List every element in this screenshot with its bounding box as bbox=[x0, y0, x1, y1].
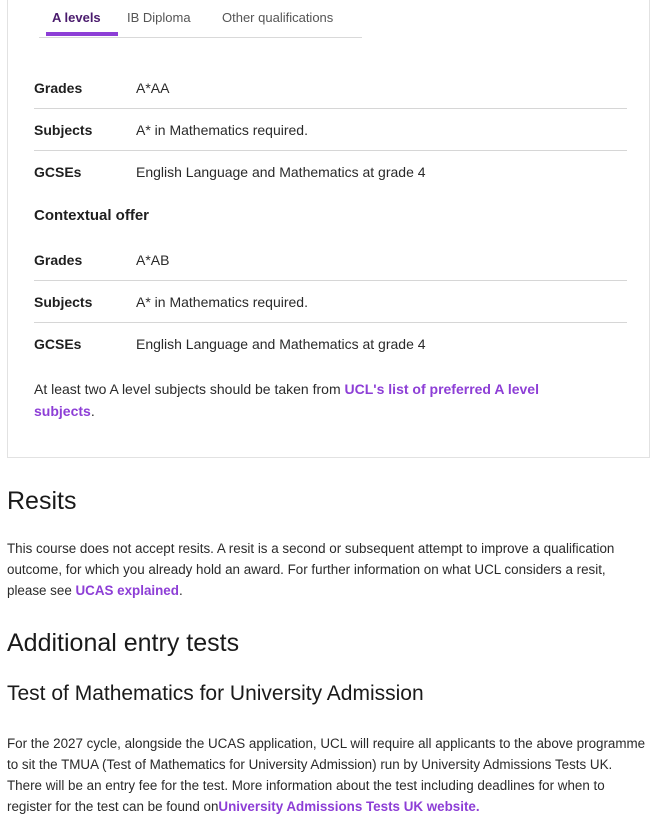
tab-other-qualifications[interactable]: Other qualifications bbox=[222, 10, 334, 25]
row-label: GCSEs bbox=[34, 336, 82, 352]
resits-heading: Resits bbox=[7, 487, 77, 515]
row-value: English Language and Mathematics at grade 4 bbox=[136, 164, 426, 180]
row-value: A*AB bbox=[136, 252, 170, 268]
contextual-row-grades bbox=[34, 238, 627, 281]
tmua-heading: Test of Mathematics for University Admission bbox=[7, 682, 424, 705]
ucas-explained-link[interactable]: UCAS explained bbox=[75, 583, 179, 598]
preferred-subjects-note: At least two A level subjects should be taken from UCL's list of preferred A level subjects. bbox=[34, 381, 539, 419]
row-label: Subjects bbox=[34, 122, 93, 138]
contextual-row-subjects bbox=[34, 280, 627, 323]
row-value: English Language and Mathematics at grade 4 bbox=[136, 336, 426, 352]
offer-row-grades bbox=[34, 66, 627, 109]
entry-requirements-card bbox=[7, 0, 650, 458]
row-label: GCSEs bbox=[34, 164, 82, 180]
tmua-paragraph: For the 2027 cycle, alongside the UCAS application, UCL will require all applicants to the above programme to sit the TMUA (Test of Mathematics for University Admission) run by University Admissions Tests UK. There will be an entry fee for the test. More information about the test including deadlines for when to register for the test can be found onUniversity Admissions Tests UK website. bbox=[7, 736, 646, 814]
contextual-offer-heading: Contextual offer bbox=[34, 207, 150, 224]
contextual-row-gcses bbox=[34, 322, 627, 364]
row-value: A* in Mathematics required. bbox=[136, 122, 308, 138]
row-value: A* in Mathematics required. bbox=[136, 294, 308, 310]
active-tab-indicator bbox=[46, 32, 118, 36]
row-label: Grades bbox=[34, 80, 83, 96]
resits-paragraph: This course does not accept resits. A resit is a second or subsequent attempt to improve a qualification outcome, for which you already hold an award. For further information on what UCL considers a resit, please see UCAS explained. bbox=[7, 541, 615, 598]
preferred-subjects-link[interactable]: UCL's list of preferred A level subjects bbox=[34, 381, 539, 419]
tab-a-levels[interactable]: A levels bbox=[52, 10, 101, 25]
admissions-tests-link[interactable]: University Admissions Tests UK website. bbox=[218, 799, 480, 814]
row-label: Grades bbox=[34, 252, 83, 268]
qualification-tabs bbox=[39, 0, 362, 38]
tab-ib-diploma[interactable]: IB Diploma bbox=[127, 10, 191, 25]
entry-tests-heading: Additional entry tests bbox=[7, 629, 240, 657]
offer-row-subjects bbox=[34, 108, 627, 151]
row-value: A*AA bbox=[136, 80, 170, 96]
offer-row-gcses bbox=[34, 150, 627, 192]
row-label: Subjects bbox=[34, 294, 93, 310]
